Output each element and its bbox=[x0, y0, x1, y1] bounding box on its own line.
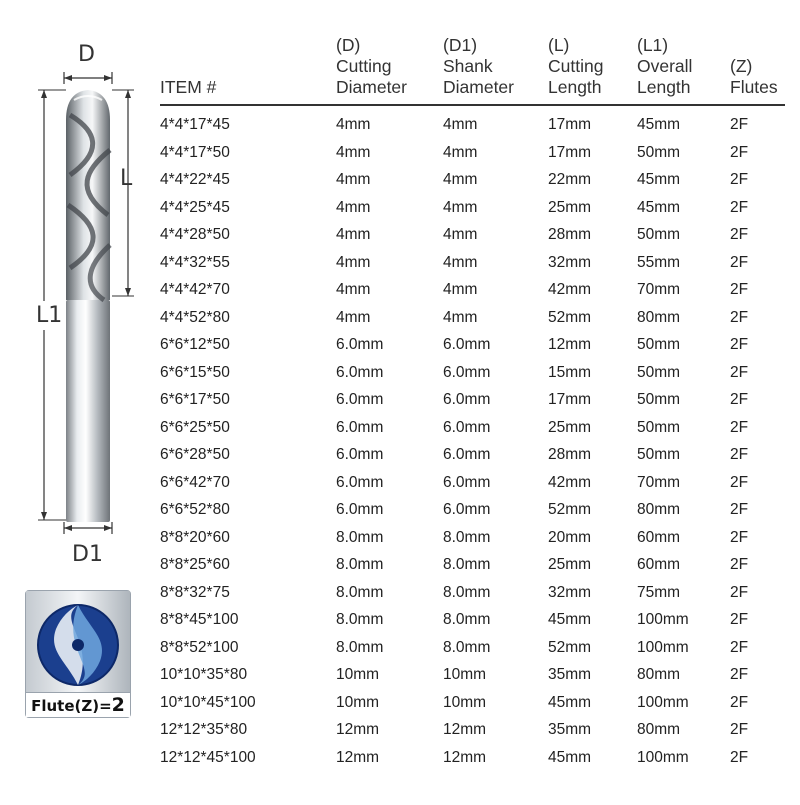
cell-cutting-diameter: 10mm bbox=[336, 693, 380, 711]
header-item bbox=[160, 77, 216, 98]
cell-cutting-diameter: 4mm bbox=[336, 198, 371, 216]
cell-cutting-diameter: 12mm bbox=[336, 748, 380, 766]
cell-flutes: 2F bbox=[730, 226, 749, 243]
cell-flutes: 2F bbox=[730, 363, 749, 381]
cell-shank-diameter: 4mm bbox=[443, 281, 478, 298]
flute-caption bbox=[26, 692, 130, 717]
cell-flutes: 2F bbox=[730, 281, 749, 298]
table-row bbox=[160, 739, 785, 767]
header-cutting-length-line3: Length bbox=[548, 77, 602, 97]
cell-flutes: 2F bbox=[730, 198, 749, 216]
cell-overall-length: 100mm bbox=[637, 611, 689, 628]
header-cutting-diameter-line1: (D) bbox=[336, 35, 361, 55]
cell-item: 6*6*15*50 bbox=[160, 363, 230, 381]
spec-table bbox=[160, 28, 785, 766]
cell-item: 6*6*25*50 bbox=[160, 418, 230, 436]
header-cutting-length-line1: (L) bbox=[548, 35, 570, 55]
table-row bbox=[160, 326, 785, 354]
cell-cutting-diameter: 4mm bbox=[336, 308, 371, 326]
cell-overall-length: 80mm bbox=[637, 666, 681, 683]
cell-overall-length: 45mm bbox=[637, 198, 681, 216]
cell-cutting-diameter: 4mm bbox=[336, 281, 371, 298]
header-overall-length-line3: Length bbox=[637, 77, 691, 97]
flute-equals: = bbox=[99, 697, 112, 715]
cell-cutting-length: 20mm bbox=[548, 528, 592, 546]
table-row bbox=[160, 244, 785, 272]
table-row bbox=[160, 519, 785, 547]
cell-shank-diameter: 12mm bbox=[443, 721, 487, 738]
cell-overall-length: 50mm bbox=[637, 143, 681, 161]
cell-overall-length: 70mm bbox=[637, 473, 681, 491]
cell-cutting-diameter: 4mm bbox=[336, 116, 371, 133]
table-row bbox=[160, 684, 785, 712]
cell-overall-length: 80mm bbox=[637, 308, 681, 326]
cell-cutting-length: 32mm bbox=[548, 253, 592, 271]
cell-cutting-diameter: 8.0mm bbox=[336, 611, 384, 628]
cell-item: 10*10*35*80 bbox=[160, 666, 248, 683]
cell-cutting-length: 52mm bbox=[548, 638, 592, 656]
cell-cutting-diameter: 4mm bbox=[336, 253, 371, 271]
cell-item: 12*12*45*100 bbox=[160, 748, 256, 766]
cell-flutes: 2F bbox=[730, 116, 749, 133]
cell-shank-diameter: 6.0mm bbox=[443, 391, 491, 408]
cell-flutes: 2F bbox=[730, 473, 749, 491]
cell-shank-diameter: 6.0mm bbox=[443, 501, 491, 518]
cell-item: 4*4*42*70 bbox=[160, 281, 230, 298]
cell-flutes: 2F bbox=[730, 583, 749, 601]
table-row bbox=[160, 271, 785, 299]
table-row bbox=[160, 134, 785, 162]
cell-cutting-diameter: 6.0mm bbox=[336, 446, 384, 463]
cell-item: 4*4*17*50 bbox=[160, 143, 230, 161]
cell-flutes: 2F bbox=[730, 528, 749, 546]
header-flutes bbox=[730, 56, 778, 98]
cell-item: 8*8*32*75 bbox=[160, 583, 230, 601]
header-cutting-length-line2: Cutting bbox=[548, 56, 604, 76]
cell-item: 6*6*28*50 bbox=[160, 446, 230, 463]
header-overall-length-line2: Overall bbox=[637, 56, 693, 76]
cell-overall-length: 45mm bbox=[637, 116, 681, 133]
cell-shank-diameter: 6.0mm bbox=[443, 336, 491, 353]
cell-cutting-length: 15mm bbox=[548, 363, 592, 381]
cell-cutting-diameter: 8.0mm bbox=[336, 556, 384, 573]
cell-shank-diameter: 6.0mm bbox=[443, 363, 491, 381]
table-row bbox=[160, 189, 785, 217]
cell-flutes: 2F bbox=[730, 721, 749, 738]
cell-cutting-diameter: 8.0mm bbox=[336, 583, 384, 601]
cell-flutes: 2F bbox=[730, 253, 749, 271]
cell-shank-diameter: 4mm bbox=[443, 171, 478, 188]
header-shank-diameter-line3: Diameter bbox=[443, 77, 514, 97]
cell-flutes: 2F bbox=[730, 693, 749, 711]
cell-overall-length: 50mm bbox=[637, 336, 681, 353]
cell-shank-diameter: 4mm bbox=[443, 308, 478, 326]
table-row bbox=[160, 491, 785, 519]
cell-shank-diameter: 4mm bbox=[443, 116, 478, 133]
table-row bbox=[160, 436, 785, 464]
dimension-label-d1: D1 bbox=[72, 542, 103, 567]
cell-shank-diameter: 6.0mm bbox=[443, 473, 491, 491]
cell-flutes: 2F bbox=[730, 611, 749, 628]
cell-shank-diameter: 8.0mm bbox=[443, 528, 491, 546]
cell-overall-length: 100mm bbox=[637, 693, 689, 711]
table-header bbox=[160, 28, 785, 106]
cell-cutting-diameter: 4mm bbox=[336, 171, 371, 188]
table-row bbox=[160, 106, 785, 134]
cell-overall-length: 50mm bbox=[637, 391, 681, 408]
cell-cutting-length: 28mm bbox=[548, 226, 592, 243]
cell-flutes: 2F bbox=[730, 666, 749, 683]
cell-shank-diameter: 4mm bbox=[443, 226, 478, 243]
cell-cutting-diameter: 6.0mm bbox=[336, 501, 384, 518]
cell-flutes: 2F bbox=[730, 418, 749, 436]
cell-flutes: 2F bbox=[730, 171, 749, 188]
cell-shank-diameter: 8.0mm bbox=[443, 556, 491, 573]
header-cutting-diameter-line2: Cutting bbox=[336, 56, 392, 76]
header-shank-diameter bbox=[443, 35, 514, 98]
flute-count-badge bbox=[25, 590, 131, 718]
cell-item: 4*4*22*45 bbox=[160, 171, 230, 188]
cell-overall-length: 45mm bbox=[637, 171, 681, 188]
cell-shank-diameter: 10mm bbox=[443, 693, 487, 711]
cell-overall-length: 80mm bbox=[637, 501, 681, 518]
flute-value: 2 bbox=[111, 694, 125, 716]
header-cutting-diameter-line3: Diameter bbox=[336, 77, 407, 97]
header-shank-diameter-line1: (D1) bbox=[443, 35, 478, 55]
cell-item: 10*10*45*100 bbox=[160, 693, 256, 711]
cell-cutting-length: 12mm bbox=[548, 336, 592, 353]
cell-item: 6*6*52*80 bbox=[160, 501, 230, 518]
cell-cutting-diameter: 6.0mm bbox=[336, 391, 384, 408]
cell-cutting-length: 35mm bbox=[548, 721, 592, 738]
cell-cutting-diameter: 6.0mm bbox=[336, 473, 384, 491]
cell-overall-length: 100mm bbox=[637, 748, 689, 766]
cell-cutting-length: 32mm bbox=[548, 583, 592, 601]
table-row bbox=[160, 464, 785, 492]
cell-item: 6*6*12*50 bbox=[160, 336, 230, 353]
cell-shank-diameter: 8.0mm bbox=[443, 583, 491, 601]
cell-overall-length: 80mm bbox=[637, 721, 681, 738]
cell-cutting-length: 25mm bbox=[548, 198, 592, 216]
cell-flutes: 2F bbox=[730, 391, 749, 408]
cell-cutting-length: 45mm bbox=[548, 693, 592, 711]
cell-item: 4*4*32*55 bbox=[160, 253, 230, 271]
cell-flutes: 2F bbox=[730, 556, 749, 573]
cell-cutting-diameter: 12mm bbox=[336, 721, 380, 738]
cell-flutes: 2F bbox=[730, 748, 749, 766]
cell-item: 4*4*52*80 bbox=[160, 308, 230, 326]
table-row bbox=[160, 354, 785, 382]
table-row bbox=[160, 546, 785, 574]
table-row bbox=[160, 574, 785, 602]
cell-shank-diameter: 8.0mm bbox=[443, 611, 491, 628]
header-shank-diameter-line2: Shank bbox=[443, 56, 493, 76]
cell-cutting-length: 42mm bbox=[548, 281, 592, 298]
header-flutes-line1: (Z) bbox=[730, 56, 753, 76]
cell-shank-diameter: 10mm bbox=[443, 666, 487, 683]
cell-cutting-diameter: 6.0mm bbox=[336, 336, 384, 353]
cell-cutting-diameter: 10mm bbox=[336, 666, 380, 683]
table-body bbox=[160, 106, 785, 766]
cell-cutting-length: 17mm bbox=[548, 143, 592, 161]
cell-cutting-diameter: 4mm bbox=[336, 143, 371, 161]
cell-overall-length: 50mm bbox=[637, 226, 681, 243]
cell-cutting-length: 52mm bbox=[548, 501, 592, 518]
cell-cutting-diameter: 6.0mm bbox=[336, 363, 384, 381]
cell-cutting-length: 17mm bbox=[548, 116, 592, 133]
cell-shank-diameter: 4mm bbox=[443, 198, 478, 216]
flute-label: Flute(Z) bbox=[31, 697, 100, 715]
cell-overall-length: 75mm bbox=[637, 583, 681, 601]
cell-cutting-diameter: 8.0mm bbox=[336, 528, 384, 546]
cell-overall-length: 60mm bbox=[637, 556, 681, 573]
table-row bbox=[160, 409, 785, 437]
table-row bbox=[160, 216, 785, 244]
cell-overall-length: 55mm bbox=[637, 253, 681, 271]
cell-flutes: 2F bbox=[730, 143, 749, 161]
cell-overall-length: 50mm bbox=[637, 363, 681, 381]
cell-shank-diameter: 12mm bbox=[443, 748, 487, 766]
cell-flutes: 2F bbox=[730, 336, 749, 353]
cell-shank-diameter: 8.0mm bbox=[443, 638, 491, 656]
cell-shank-diameter: 4mm bbox=[443, 143, 478, 161]
header-flutes-line2: Flutes bbox=[730, 77, 778, 97]
cell-flutes: 2F bbox=[730, 308, 749, 326]
cell-flutes: 2F bbox=[730, 638, 749, 656]
table-row bbox=[160, 711, 785, 739]
cell-cutting-length: 25mm bbox=[548, 418, 592, 436]
dimension-label-l: L bbox=[120, 166, 133, 191]
cell-item: 8*8*20*60 bbox=[160, 528, 230, 546]
cell-item: 6*6*42*70 bbox=[160, 473, 230, 491]
cell-shank-diameter: 6.0mm bbox=[443, 446, 491, 463]
cell-item: 4*4*17*45 bbox=[160, 116, 230, 133]
cell-flutes: 2F bbox=[730, 501, 749, 518]
header-overall-length-line1: (L1) bbox=[637, 35, 669, 55]
cell-cutting-length: 17mm bbox=[548, 391, 592, 408]
cell-item: 12*12*35*80 bbox=[160, 721, 248, 738]
cell-cutting-diameter: 6.0mm bbox=[336, 418, 384, 436]
header-cutting-diameter bbox=[336, 35, 407, 98]
cell-cutting-diameter: 4mm bbox=[336, 226, 371, 243]
dimension-label-d: D bbox=[78, 42, 95, 67]
cell-cutting-length: 42mm bbox=[548, 473, 592, 491]
cell-cutting-length: 45mm bbox=[548, 611, 592, 628]
cell-overall-length: 70mm bbox=[637, 281, 681, 298]
header-overall-length bbox=[637, 35, 692, 98]
cell-item: 4*4*25*45 bbox=[160, 198, 230, 216]
table-row bbox=[160, 299, 785, 327]
cell-shank-diameter: 4mm bbox=[443, 253, 478, 271]
table-row bbox=[160, 601, 785, 629]
cell-cutting-length: 45mm bbox=[548, 748, 592, 766]
cell-item: 8*8*52*100 bbox=[160, 638, 239, 656]
cell-cutting-length: 28mm bbox=[548, 446, 592, 463]
header-cutting-length bbox=[548, 35, 603, 98]
cell-flutes: 2F bbox=[730, 446, 749, 463]
cell-cutting-length: 22mm bbox=[548, 171, 592, 188]
flute-cross-section-icon bbox=[26, 591, 130, 695]
table-row bbox=[160, 381, 785, 409]
table-row bbox=[160, 161, 785, 189]
cell-item: 4*4*28*50 bbox=[160, 226, 230, 243]
cell-cutting-length: 52mm bbox=[548, 308, 592, 326]
header-item-line2: ITEM # bbox=[160, 77, 217, 97]
cell-overall-length: 50mm bbox=[637, 446, 681, 463]
cell-item: 6*6*17*50 bbox=[160, 391, 230, 408]
cell-cutting-length: 35mm bbox=[548, 666, 592, 683]
cell-cutting-length: 25mm bbox=[548, 556, 592, 573]
table-row bbox=[160, 629, 785, 657]
cell-item: 8*8*25*60 bbox=[160, 556, 230, 573]
cell-overall-length: 50mm bbox=[637, 418, 681, 436]
cell-cutting-diameter: 8.0mm bbox=[336, 638, 384, 656]
cell-item: 8*8*45*100 bbox=[160, 611, 239, 628]
cell-overall-length: 60mm bbox=[637, 528, 681, 546]
table-row bbox=[160, 656, 785, 684]
dimension-label-l1: L1 bbox=[36, 303, 63, 328]
cell-overall-length: 100mm bbox=[637, 638, 689, 656]
cell-shank-diameter: 6.0mm bbox=[443, 418, 491, 436]
